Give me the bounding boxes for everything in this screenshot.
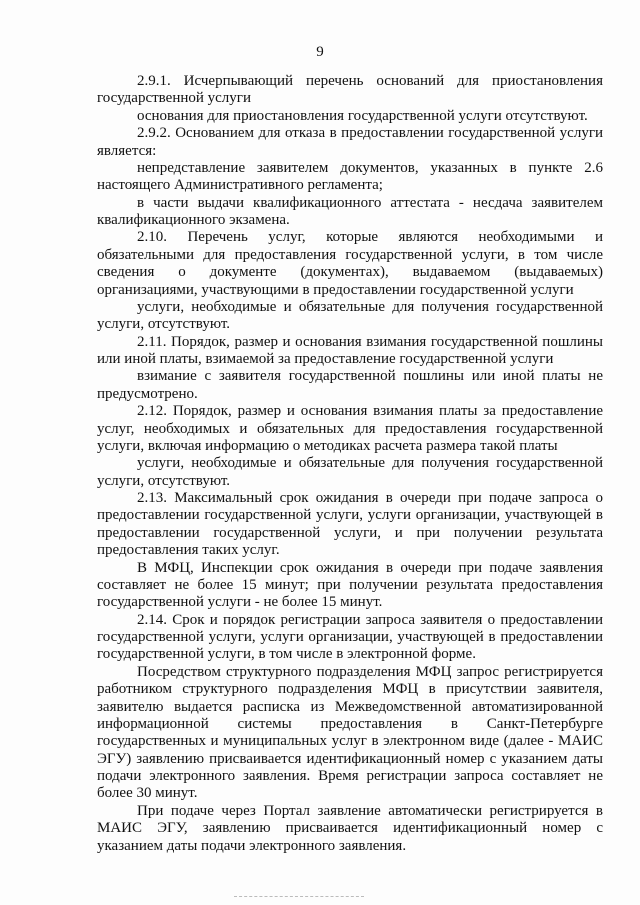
scan-artifact-line: [234, 896, 364, 897]
paragraph-2-12: 2.12. Порядок, размер и основания взимания платы за предоставление услуг, необходимых и обязательных для предоставления государственной услуги, включая информацию о методиках расчета размера такой платы: [97, 403, 603, 454]
paragraph-2-10: 2.10. Перечень услуг, которые являются необходимыми и обязательными для предоставления государственной услуги, в том числе сведения о документе (документах), выдаваемом (выдаваемых) организациями, участвующими в предоставлении государственной услуги: [97, 229, 603, 298]
paragraph-2-14-mfc: Посредством структурного подразделения МФЦ запрос регистрируется работником структурного подразделения МФЦ в присутствии заявителя, заявителю выдается расписка из Межведомственной автоматизированной информационной системы предоставления в Санкт-Петербурге государственных и муниципальных услуг в электронном виде (далее - МАИС ЭГУ) заявлению присваивается идентификационный номер с указанием даты подачи электронного заявления. Время регистрации запроса составляет не более 30 минут.: [97, 663, 603, 802]
paragraph-2-10-content: услуги, необходимые и обязательные для получения государственной услуги, отсутствуют.: [97, 298, 603, 333]
paragraph-2-14: 2.14. Срок и порядок регистрации запроса заявителя о предоставлении государственной услуги, услуги организации, участвующей в предоставлении государственной услуги, в том числе в электронной форме.: [97, 611, 603, 663]
page-number: 9: [316, 44, 324, 60]
paragraph-2-9-2: 2.9.2. Основанием для отказа в предоставлении государственной услуги является:: [97, 125, 603, 159]
paragraph-2-9-1: 2.9.1. Исчерпывающий перечень оснований для приостановления государственной услуги: [97, 73, 603, 107]
paragraph-2-11-content: взимание с заявителя государственной пошлины или иной платы не предусмотрено.: [97, 368, 603, 402]
paragraph-2-9-2-item-1: непредставление заявителем документов, указанных в пункте 2.6 настоящего Административного регламента;: [97, 159, 603, 194]
paragraph-2-14-portal: При подаче через Портал заявление автоматически регистрируется в МАИС ЭГУ, заявлению присваивается идентификационный номер с указанием даты подачи электронного заявления.: [97, 802, 603, 854]
document-body: [97, 73, 603, 855]
paragraph-2-9-2-item-2: в части выдачи квалификационного аттестата - несдача заявителем квалификационного экзамена.: [97, 194, 603, 228]
paragraph-2-11: 2.11. Порядок, размер и основания взимания государственной пошлины или иной платы, взимаемой за предоставление государственной услуги: [97, 333, 603, 367]
paragraph-2-13-content: В МФЦ, Инспекции срок ожидания в очереди при подаче заявления составляет не более 15 минут; при получении результата предоставления государственной услуги - не более 15 минут.: [97, 559, 603, 611]
paragraph-2-12-content: услуги, необходимые и обязательные для получения государственной услуги, отсутствуют.: [97, 455, 603, 489]
paragraph-2-9-1-content: основания для приостановления государственной услуги отсутствуют.: [137, 107, 588, 124]
paragraph-2-13: 2.13. Максимальный срок ожидания в очереди при подаче запроса о предоставлении государственной услуги, услуги организации, участвующей в предоставлении государственной услуги, и при получении результата предоставления таких услуг.: [97, 490, 603, 559]
